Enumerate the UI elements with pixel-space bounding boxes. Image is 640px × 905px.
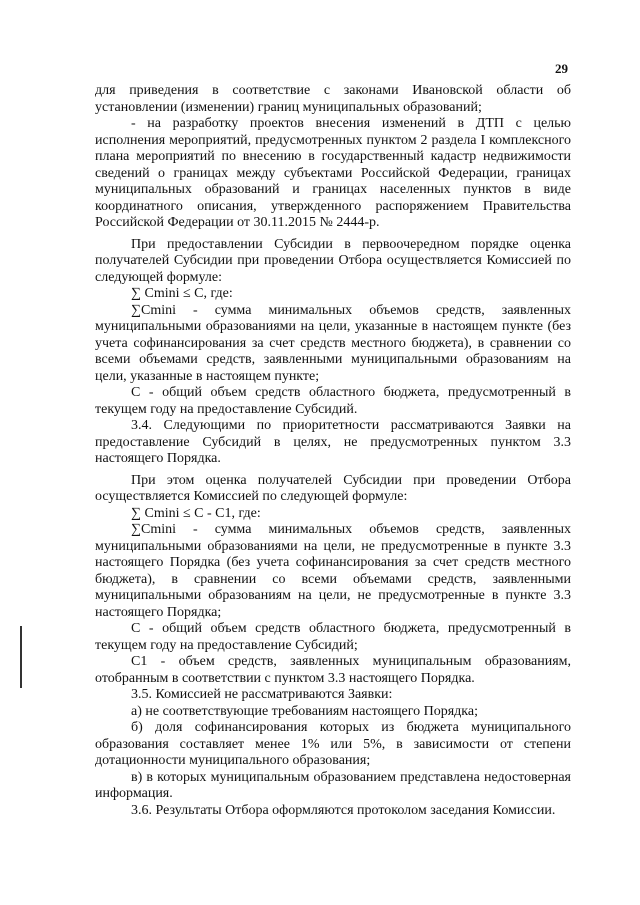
paragraph: ∑ Cmini ≤ C, где: [131,286,233,301]
paragraph: для приведения в соответствие с законами Ивановской области об установлении (изменении) границ муниципальных образований; [95,83,571,115]
paragraph: C1 - объем средств, заявленных муниципальным образованиям, отобранным в соответствии с пунктом 3.3 настоящего Порядка. [95,654,571,686]
paragraph: При этом оценка получателей Субсидии при проведении Отбора осуществляется Комиссией по следующей формуле: [95,472,571,504]
scan-margin-mark [20,626,22,688]
document-body [95,83,571,819]
paragraph: б) доля софинансирования которых из бюджета муниципального образования составляет менее 1% или 5%, в зависимости от степени дотационности муниципального образования; [95,720,571,768]
paragraph: в) в которых муниципальным образованием представлена недостоверная информация. [95,769,571,801]
paragraph: ∑Cmini - сумма минимальных объемов средств, заявленных муниципальными образованиями на цели, указанные в настоящем пункте (без учета софинансирования за счет средств местного бюджета), в сравнении со всеми объемами средств, заявленными муниципальными образованиям на цели, указанные в настоящем пункте; [95,302,571,384]
paragraph: 3.5. Комиссией не рассматриваются Заявки: [131,687,393,702]
paragraph: При предоставлении Субсидии в первоочередном порядке оценка получателей Субсидии при проведении Отбора осуществляется Комиссией по следующей формуле: [95,236,571,285]
paragraph: ∑Cmini - сумма минимальных объемов средств, заявленных муниципальными образованиями на цели, не предусмотренные в пункте 3.3 настоящего Порядка (без учета софинансирования за счет средств местного бюджета), в сравнении со всеми объемами средств, заявленными муниципальными образованиям на цели, не предусмотренные в пункте 3.3 настоящего Порядка; [95,522,571,620]
paragraph: 3.4. Следующими по приоритетности рассматриваются Заявки на предоставление Субсидий в целях, не предусмотренных пунктом 3.3 настоящего Порядка. [95,418,571,466]
paragraph: С - общий объем средств областного бюджета, предусмотренный в текущем году на предоставление Субсидий. [95,385,571,417]
paragraph: а) не соответствующие требованиям настоящего Порядка; [131,703,478,719]
paragraph: С - общий объем средств областного бюджета, предусмотренный в текущем году на предоставление Субсидий; [95,621,571,653]
paragraph: - на разработку проектов внесения изменений в ДТП с целью исполнения мероприятий, предусмотренных пунктом 2 раздела I комплексного плана мероприятий по внесению в государственный кадастр недвижимости сведений о границах между субъектами Российской Федерации, границах муниципальных образований и границах населенных пунктов в виде координатного описания, утвержденного распоряжением Правительства Российской Федерации от 30.11.2015 № 2444-р. [95,116,571,230]
paragraph: 3.6. Результаты Отбора оформляются протоколом заседания Комиссии. [131,802,556,818]
page-number: 29 [555,61,568,76]
paragraph: ∑ Cmini ≤ C - C1, где: [131,505,261,521]
